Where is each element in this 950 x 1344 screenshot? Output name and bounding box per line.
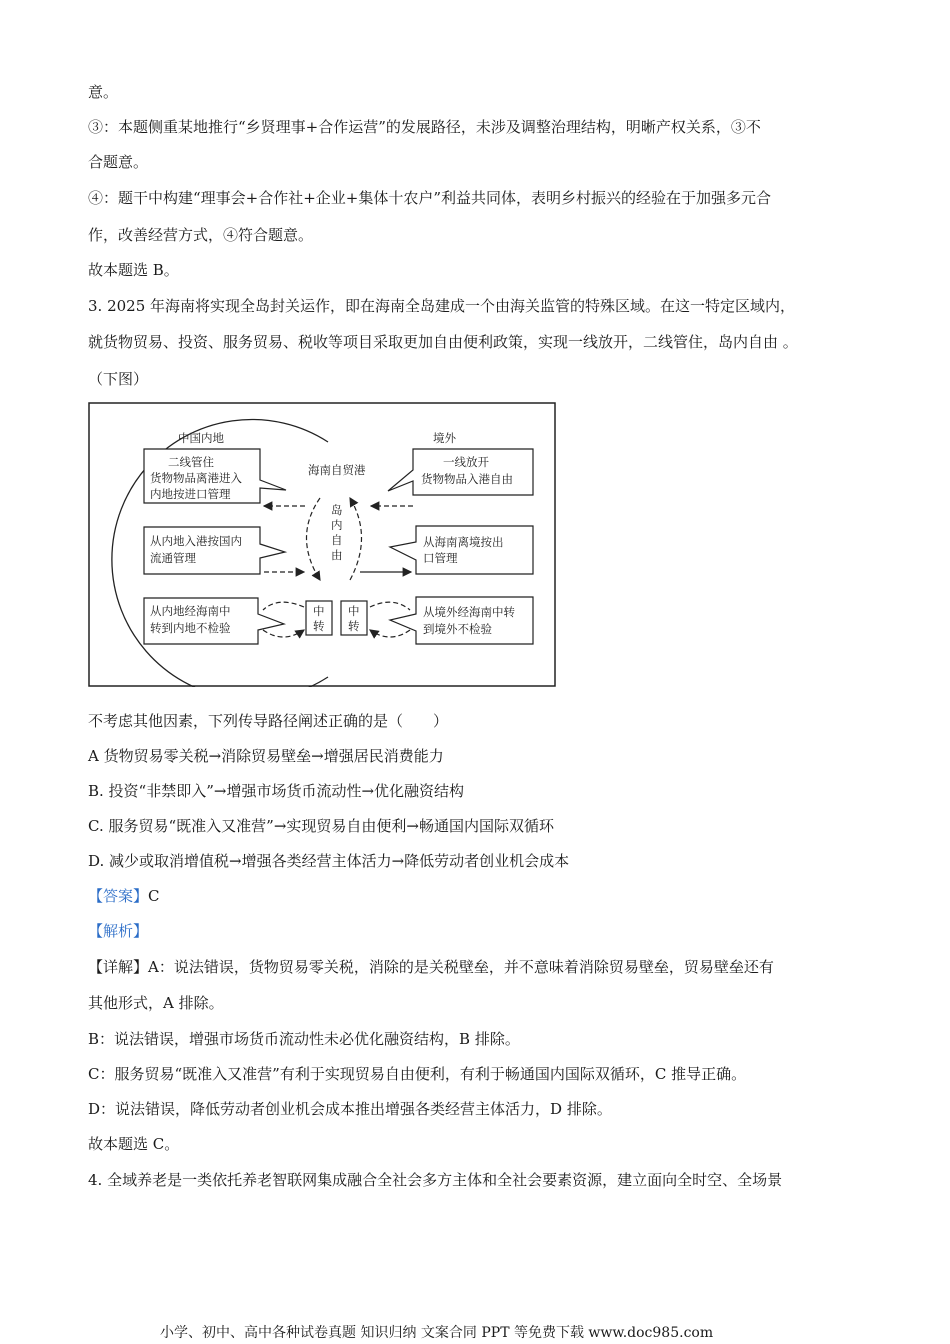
detail-text: A：说法错误，货物贸易零关税，消除的是关税壁垒，并不意味着消除贸易壁垒，贸易壁垒还有 [148, 958, 774, 976]
box-text: 一线放开 [443, 455, 489, 469]
question-3-stem: 就货物贸易、投资、服务贸易、税收等项目采取更加自由便利政策，实现一线放开，二线管住，岛内自由 。 [88, 333, 798, 351]
option-b: B. 投资“非禁即入”→增强市场货币流动性→优化融资结构 [88, 782, 465, 800]
box-text: 从海南离境按出 [423, 535, 504, 549]
box-text: 从内地经海南中 [150, 604, 231, 618]
hainan-ftz-label: 海南自贸港 [308, 463, 366, 477]
box-text: 货物物品离港进入 [150, 471, 242, 485]
detail-line [88, 957, 774, 977]
box-text: 从内地入港按国内 [150, 534, 242, 548]
question-prompt: 不考虑其他因素，下列传导路径阐述正确的是（ ） [88, 712, 449, 730]
mainland-label: 中国内地 [178, 431, 224, 445]
question-3-stem: 3. 2025 年海南将实现全岛封关运作，即在海南全岛建成一个由海关监管的特殊区域。在这一特定区域内， [88, 297, 796, 315]
box-text: 流通管理 [150, 551, 196, 565]
box-text: 转到内地不检验 [150, 621, 231, 635]
detail-line: B：说法错误，增强市场货币流动性未必优化融资结构，B 排除。 [88, 1030, 520, 1048]
island-free-char: 自 [331, 533, 343, 547]
box-text: 从境外经海南中转 [423, 605, 515, 619]
answer-line [88, 886, 160, 906]
answer-value: C [148, 887, 160, 905]
transit-char: 中 [348, 604, 360, 618]
overseas-label: 境外 [433, 431, 456, 445]
paragraph-line: 意。 [88, 83, 119, 101]
detail-line: 故本题选 C。 [88, 1135, 180, 1153]
transit-char: 中 [313, 604, 325, 618]
transit-char: 转 [348, 619, 360, 633]
paragraph-line: 故本题选 B。 [88, 261, 179, 279]
box-text: 口管理 [423, 551, 458, 565]
island-free-char: 内 [331, 518, 343, 532]
transit-char: 转 [313, 619, 325, 633]
hainan-ftz-diagram [88, 402, 556, 687]
paragraph-line: 作，改善经营方式，④符合题意。 [88, 226, 314, 244]
paragraph-line: 合题意。 [88, 153, 149, 171]
option-c: C. 服务贸易“既准入又准营”→实现贸易自由便利→畅通国内国际双循环 [88, 817, 554, 835]
detail-tag: 【详解】 [88, 958, 149, 976]
box-text: 内地按进口管理 [150, 487, 231, 501]
detail-line: 其他形式，A 排除。 [88, 994, 224, 1012]
island-free-char: 岛 [331, 503, 343, 517]
figure-caption: （下图） [88, 370, 149, 388]
page-footer: 小学、初中、高中各种试卷真题 知识归纳 文案合同 PPT 等免费下载 www.doc985.com [160, 1325, 714, 1341]
box-text: 货物物品入港自由 [421, 472, 513, 486]
paragraph-line: ③：本题侧重某地推行“乡贤理事+合作运营”的发展路径，未涉及调整治理结构，明晰产权关系，③不 [88, 118, 761, 136]
detail-line: D：说法错误，降低劳动者创业机会成本推出增强各类经营主体活力，D 排除。 [88, 1100, 612, 1118]
box-text: 二线管住 [168, 455, 214, 469]
option-d: D. 减少或取消增值税→增强各类经营主体活力→降低劳动者创业机会成本 [88, 852, 570, 870]
answer-tag: 【答案】 [88, 887, 149, 905]
question-4-stem: 4. 全域养老是一类依托养老智联网集成融合全社会多方主体和全社会要素资源，建立面向全时空、全场景 [88, 1171, 783, 1189]
paragraph-line: ④：题干中构建“理事会+合作社+企业+集体十农户”利益共同体，表明乡村振兴的经验在于加强多元合 [88, 189, 772, 207]
detail-line: C：服务贸易“既准入又准营”有利于实现贸易自由便利，有利于畅通国内国际双循环，C 推导正确。 [88, 1065, 747, 1083]
island-free-char: 由 [331, 548, 343, 562]
box-text: 到境外不检验 [423, 622, 492, 636]
analysis-tag: 【解析】 [88, 922, 149, 940]
option-a: A 货物贸易零关税→消除贸易壁垒→增强居民消费能力 [88, 747, 444, 765]
